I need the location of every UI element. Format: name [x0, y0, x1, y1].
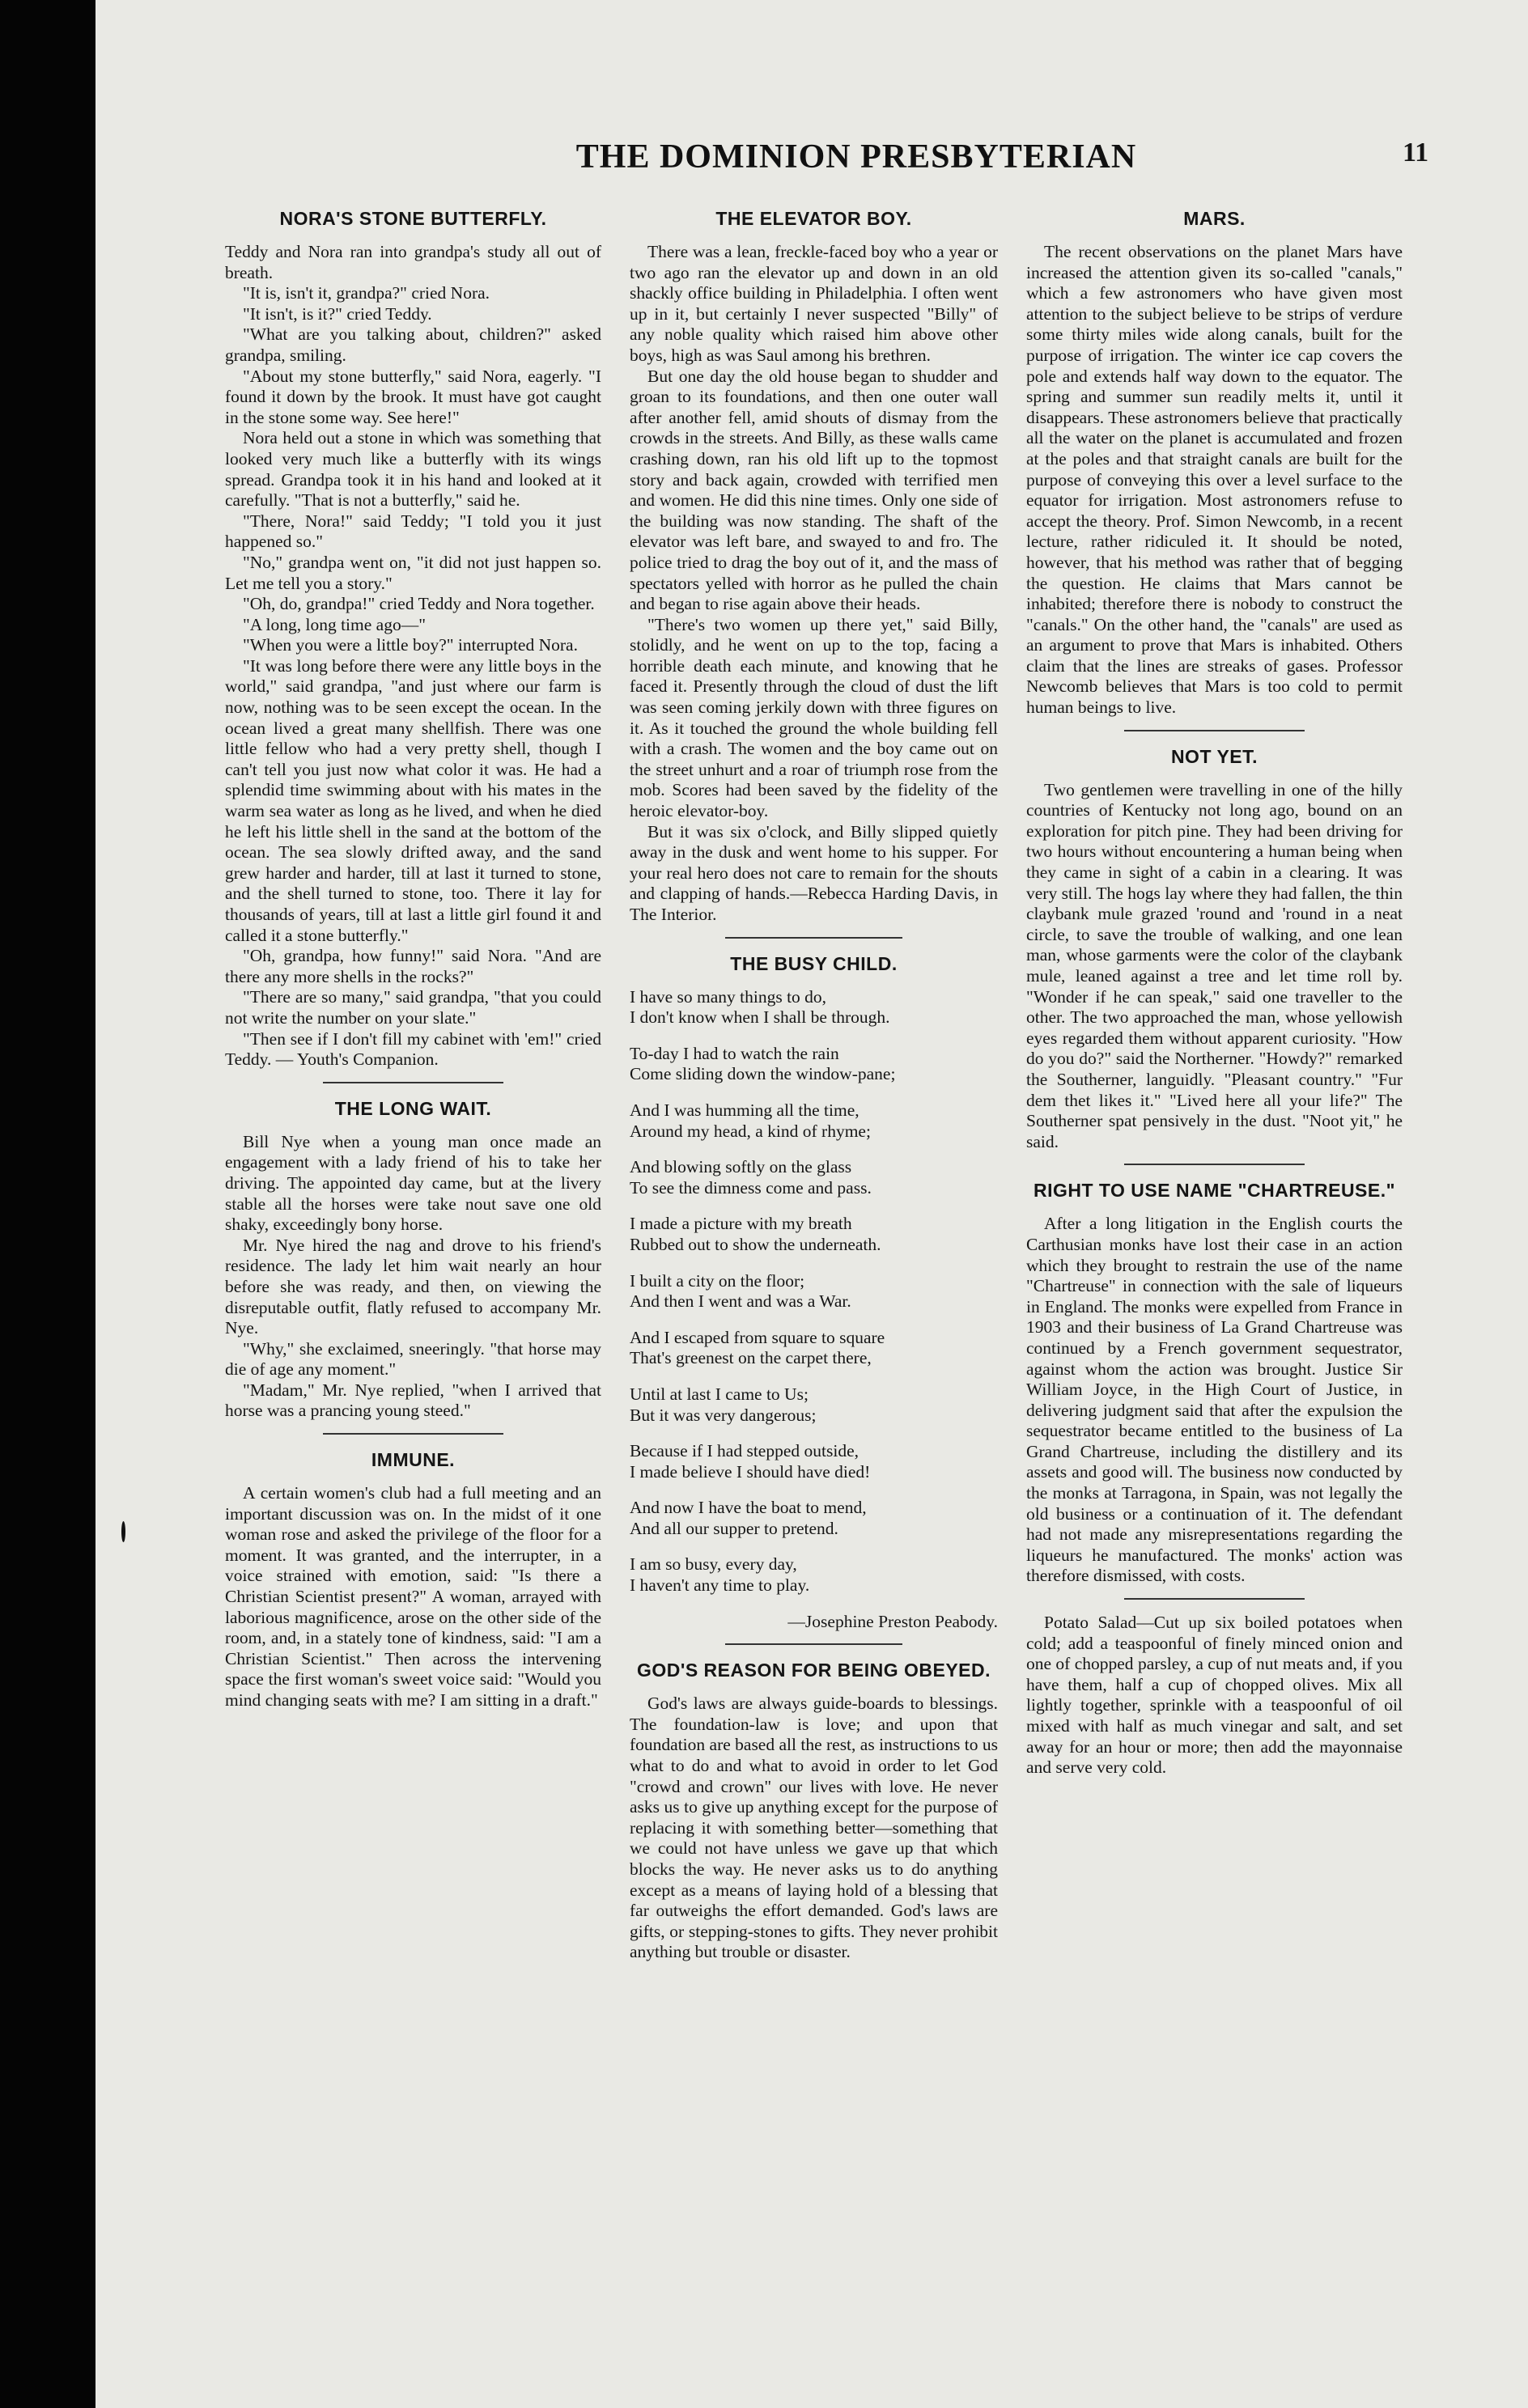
poem-line: And then I went and was a War.	[630, 1291, 851, 1312]
poem-line: I have so many things to do,	[630, 986, 827, 1007]
section-divider	[323, 1082, 503, 1083]
column-left	[225, 198, 601, 1711]
paragraph: Nora held out a stone in which was something that looked very much like a butterfly with its wings spread. Grandpa took it in his hand and looked at it carefully. "That is not a butterfly," said he.	[225, 428, 601, 511]
article-long-wait	[225, 1132, 601, 1422]
stanza	[630, 1157, 998, 1198]
paragraph: A certain women's club had a full meeting and an important discussion was on. In the midst of it one woman rose and asked the privilege of the floor for a moment. It was granted, and the interrupter, in a voice strained with emotion, said: "Is there a Christian Scientist present?" A woman, arrayed with laborious magnificence, arose on the other side of the room, and, in a stately tone of kindness, said: "I am a Christian Scientist." Then across the intervening space the first woman's sweet voice said: "Would you mind changing seats with me? I am sitting in a draft."	[225, 1483, 601, 1710]
paragraph: Teddy and Nora ran into grandpa's study all out of breath.	[225, 242, 601, 282]
stanza	[630, 1271, 998, 1312]
page-number: 11	[1403, 138, 1429, 167]
article-chartreuse	[1026, 1214, 1403, 1587]
section-divider	[1124, 730, 1305, 731]
paragraph: Two gentlemen were travelling in one of the hilly countries of Kentucky not long ago, bound on an exploration for pitch pine. They had been driving for two hours without encountering a human being when they came in sight of a cabin in a clearing. It was very still. The hogs lay where they had fallen, the thin claybank mule grazed 'round and 'round in a neat circle, to save the trouble of walking, and one lean man, whose garments were the color of the claybank mule, leaned against a tree and let time roll by. "Wonder if he can speak," said one traveller to the other. The two approached the man, whose yellowish eyes regarded them without apparent curiosity. "How do you do?" said the Northerner. "Howdy?" remarked the Southerner, languidly. "Pleasant country." "Fur dem thet likes it." "Lived here all your life?" The Southerner spat pensively in the dust. "Noot yit," he said.	[1026, 779, 1403, 1151]
paragraph: "There, Nora!" said Teddy; "I told you it just happened so."	[225, 511, 601, 552]
paragraph: God's laws are always guide-boards to blessings. The foundation-law is love; and upon that foundation are based all the rest, as instructions to us what to do and what to avoid in order to let God "crowd and crown" our lives with love. He never asks us to give up anything except for the purpose of replacing it with something better—something that we could not have unless we gave up that which blocks the way. He never asks us to do anything except as a means of laying hold of a blessing that far outweighs the effort demanded. God's laws are gifts, or stepping-stones to gifts. They never prohibit anything but trouble or disaster.	[630, 1694, 998, 1962]
paragraph: Mr. Nye hired the nag and drove to his friend's residence. The lady let him wait nearly an hour before she was ready, and then, on viewing the disreputable outfit, flatly refused to accompany Mr. Nye.	[225, 1235, 601, 1338]
article-potato-salad	[1026, 1613, 1403, 1778]
poem-line: I made believe I should have died!	[630, 1461, 871, 1482]
paragraph: Bill Nye when a young man once made an engagement with a lady friend of his to take her driving. The appointed day came, but at the livery stable all the horses were take nout save one old shaky, exceedingly bony horse.	[225, 1131, 601, 1235]
stanza	[630, 1441, 998, 1482]
scan-blemish	[121, 1521, 125, 1542]
stanza	[630, 1214, 998, 1255]
article-nora	[225, 242, 601, 1070]
poem-line: I don't know when I shall be through.	[630, 1007, 890, 1028]
paragraph: But one day the old house began to shudder and groan to its foundations, and then one outer wall after another fell, amid shouts of dismay from the crowds in the streets. And Billy, as these walls came crashing down, ran his old lift up to the topmost story and back again, crowded with terrified men and women. He did this nine times. Only one side of the building was now standing. The shaft of the elevator was left bare, and swayed to and fro. The police tried to drag the boy out of it, and the mass of spectators yelled with horror as he pulled the chain and began to rise again above their heads.	[630, 366, 998, 614]
section-divider	[1124, 1598, 1305, 1600]
article-immune	[225, 1483, 601, 1711]
poem-line: I made a picture with my breath	[630, 1214, 852, 1234]
poem-line: And blowing softly on the glass	[630, 1157, 852, 1177]
poem-line: Because if I had stepped outside,	[630, 1441, 859, 1461]
paragraph: There was a lean, freckle-faced boy who a year or two ago ran the elevator up and down in an old shackly office building in Philadelphia. I often went up in it, but certainly I never suspected "Billy" of any noble quality which raised him above other boys, high as was Saul among his brethren.	[630, 242, 998, 365]
article-title-elevator: THE ELEVATOR BOY.	[715, 208, 912, 229]
poem-line: I haven't any time to play.	[630, 1575, 810, 1596]
poem-line: Rubbed out to show the underneath.	[630, 1234, 881, 1254]
paragraph: "Then see if I don't fill my cabinet with 'em!" cried Teddy. — Youth's Companion.	[225, 1028, 601, 1070]
paragraph: "When you were a little boy?" interrupted Nora.	[243, 635, 578, 655]
poem-line: But it was very dangerous;	[630, 1405, 817, 1425]
paragraph: "About my stone butterfly," said Nora, eagerly. "I found it down by the brook. It must have got caught in the stone some way. See here!"	[225, 366, 601, 427]
stanza	[630, 1384, 998, 1426]
article-title-gods-reason: GOD'S REASON FOR BEING OBEYED.	[636, 1660, 991, 1681]
poem-busy-child	[630, 987, 998, 1633]
poem-line: And all our supper to pretend.	[630, 1518, 838, 1538]
masthead: THE DOMINION PRESBYTERIAN	[575, 138, 1137, 176]
section-divider	[725, 1643, 902, 1645]
poem-line: And I escaped from square to square	[630, 1327, 885, 1347]
article-elevator	[630, 242, 998, 926]
article-title-mars: MARS.	[1183, 208, 1246, 229]
paragraph: After a long litigation in the English courts the Carthusian monks have lost their case in an action which they brought to restrain the use of the name "Chartreuse" in connection with the sale of liqueurs in England. The monks were expelled from France in 1903 and their business of La Grand Chartreuse was continued by a French government sequestrator, against whom the action was brought. Justice Sir William Joyce, in the High Court of Justice, in delivering judgment said that after the expulsion the sequestrator became entitled to the business of La Grand Chartreuse, including the distillery and its assets and good will. The business now conducted by the monks at Tarragona, in Spain, was not legally the old business or a continuation of it. The defendant had not made any misrepresentations regarding the liqueurs he manufactured. The monks' action was therefore dismissed, with costs.	[1026, 1214, 1403, 1586]
poem-line: Come sliding down the window-pane;	[630, 1064, 896, 1084]
stanza	[630, 1044, 998, 1085]
poem-title-busy-child: THE BUSY CHILD.	[730, 952, 898, 974]
section-divider	[323, 1433, 503, 1435]
stanza	[630, 987, 998, 1028]
paragraph: "There's two women up there yet," said Billy, stolidly, and he went on up to the top, facing a horrible death each minute, and knowing that he faced it. Presently through the cloud of dust the lift was seen coming jerkily down with three figures on it. As it touched the ground the whole building fell with a crash. The women and the boy came out on the street unhurt and a roar of triumph rose from the mob. Scores had been saved by the fidelity of the heroic elevator-boy.	[630, 614, 998, 821]
poem-line: To-day I had to watch the rain	[630, 1043, 839, 1063]
stanza	[630, 1328, 998, 1369]
paragraph: "There are so many," said grandpa, "that you could not write the number on your slate."	[225, 987, 601, 1028]
paragraph: "It is, isn't it, grandpa?" cried Nora.	[243, 283, 490, 303]
poem-line: Around my head, a kind of rhyme;	[630, 1121, 871, 1141]
section-divider	[1124, 1164, 1305, 1165]
paragraph: "What are you talking about, children?" asked grandpa, smiling.	[225, 324, 601, 365]
paragraph: But it was six o'clock, and Billy slipped quietly away in the dusk and went home to his supper. For your real hero does not care to remain for the shouts and clapping of hands.—Rebecca Harding Davis, in The Interior.	[630, 821, 998, 924]
paragraph: "Oh, do, grandpa!" cried Teddy and Nora together.	[243, 594, 595, 614]
paragraph: "A long, long time ago—"	[243, 614, 426, 634]
section-divider	[725, 937, 902, 939]
paragraph: "Why," she exclaimed, sneeringly. "that horse may die of age any moment."	[225, 1338, 601, 1380]
stanza	[630, 1554, 998, 1596]
article-mars	[1026, 242, 1403, 719]
newspaper-page	[96, 0, 1528, 2408]
article-title-chartreuse: RIGHT TO USE NAME "CHARTREUSE."	[1033, 1180, 1396, 1202]
stanza	[630, 1498, 998, 1539]
stanza	[630, 1100, 998, 1142]
poem-line: And I was humming all the time,	[630, 1100, 860, 1120]
article-title-not-yet: NOT YET.	[1170, 745, 1258, 767]
column-right	[1026, 198, 1403, 1778]
column-middle	[630, 198, 998, 1963]
scan-left-margin	[0, 0, 96, 2408]
paragraph: "It isn't, is it?" cried Teddy.	[243, 303, 432, 324]
poem-author: —Josephine Preston Peabody.	[787, 1611, 998, 1631]
poem-line: That's greenest on the carpet there,	[630, 1348, 872, 1368]
paragraph: "Oh, grandpa, how funny!" said Nora. "And are there any more shells in the rocks?"	[225, 946, 601, 986]
paragraph: The recent observations on the planet Mars have increased the attention given its so-called "canals," which a few astronomers who have given most attention to the subject believe to be strips of verdure some thirty miles wide along canals, built for the purpose of irrigation. The winter ice cap covers the pole and extends half way down to the equator. The spring and summer sun readily melts it, until it disappears. These astronomers believe that practically all the water on the planet is accumulated and frozen at the poles and that straight canals are built for the purpose of conveying this over a level surface to the equator for irrigation. Most astronomers refuse to accept the theory. Prof. Simon Newcomb, in a recent lecture, rather ridiculed it. It should be noted, however, that his method was rather that of begging the question. He claims that Mars cannot be inhabited; therefore there is nobody to construct the "canals." On the other hand, the "canals" are used as an argument to prove that Mars is inhabited. Others claim that the lines are streaks of gases. Professor Newcomb believes that Mars is too cold to permit human beings to live.	[1026, 242, 1403, 718]
poem-line: Until at last I came to Us;	[630, 1384, 809, 1404]
article-title-long-wait: THE LONG WAIT.	[334, 1097, 492, 1119]
poem-line: I built a city on the floor;	[630, 1270, 805, 1291]
poem-line: And now I have the boat to mend,	[630, 1498, 867, 1518]
paragraph: "It was long before there were any little boys in the world," said grandpa, "and just where our farm is now, nothing was to be seen except the ocean. In the ocean lived a great many shellfish. There was one little fellow who had a very pretty shell, though I can't tell you just now what color it was. He had a splendid time swimming about with his mates in the warm sea water as long as he lived, and when he died he left his little shell in the sand at the bottom of the ocean. The sea slowly drifted away, and the sand grew harder and harder, till at last it turned to stone, and the shell turned to stone, too. There it lay for thousands of years, till at last a little girl found it and called it a stone butterfly."	[225, 655, 601, 945]
article-title-immune: IMMUNE.	[371, 1449, 456, 1471]
article-not-yet	[1026, 780, 1403, 1153]
article-gods-reason	[630, 1694, 998, 1963]
article-title-nora: NORA'S STONE BUTTERFLY.	[279, 208, 547, 229]
poem-line: I am so busy, every day,	[630, 1554, 797, 1575]
poem-line: To see the dimness come and pass.	[630, 1177, 872, 1198]
paragraph: Potato Salad—Cut up six boiled potatoes when cold; add a teaspoonful of finely minced onion and one of chopped parsley, a cup of nut meats and, if you have them, half a cup of chopped olives. Mix all lightly together, sprinkle with a teaspoonful of oil mixed with half as much vinegar and salt, and set away for an hour or more; then add the mayonnaise and serve very cold.	[1026, 1613, 1403, 1778]
paragraph: "No," grandpa went on, "it did not just happen so. Let me tell you a story."	[225, 552, 601, 593]
paragraph: "Madam," Mr. Nye replied, "when I arrived that horse was a prancing young steed."	[225, 1380, 601, 1421]
